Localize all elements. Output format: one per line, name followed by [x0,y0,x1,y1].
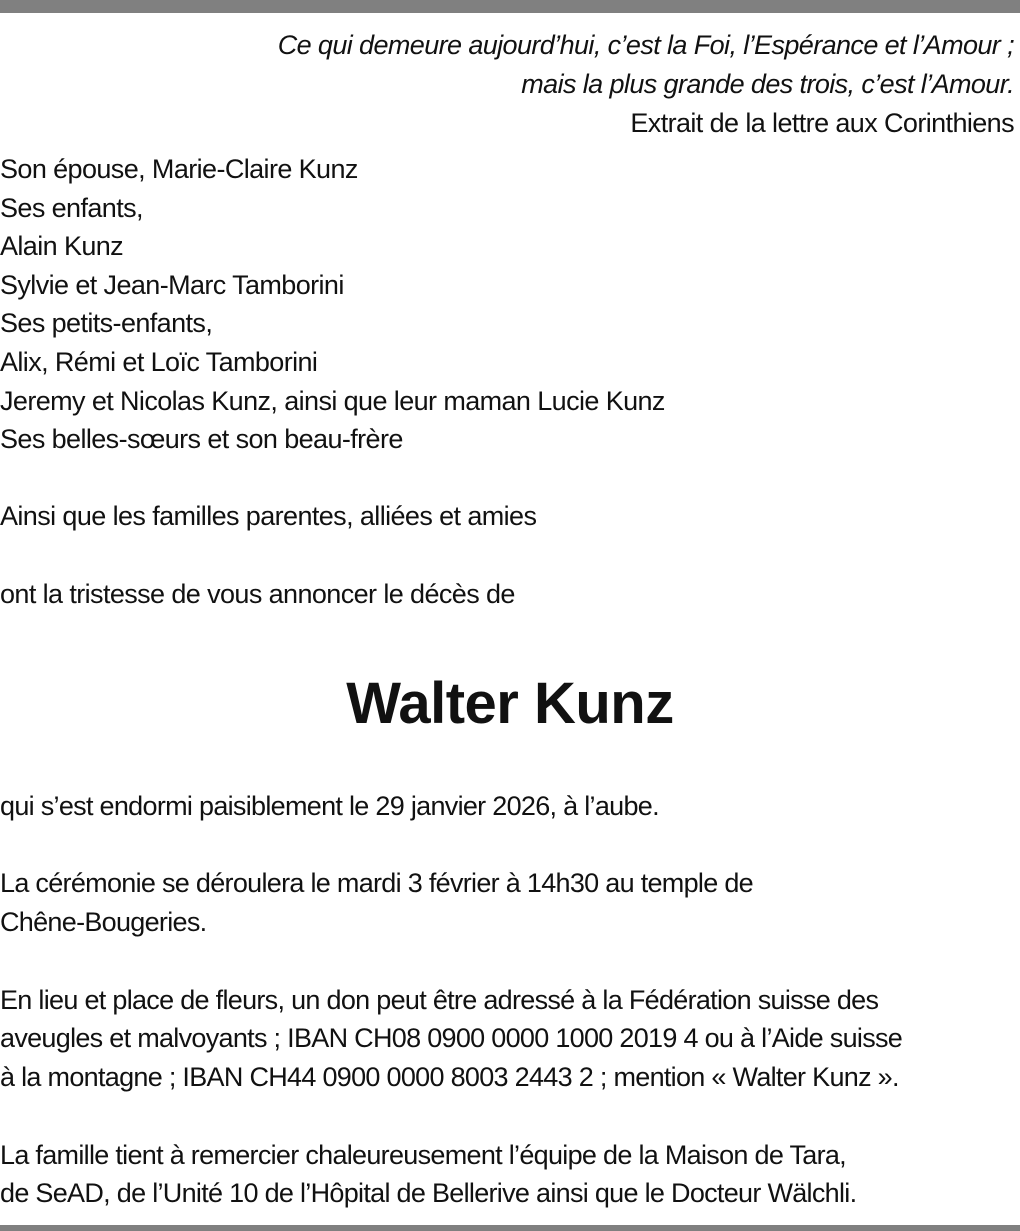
announcement-line: ont la tristesse de vous annoncer le décès de [0,578,515,609]
thanks-line: La famille tient à remercier chaleureusement l’équipe de la Maison de Tara, [0,1139,846,1170]
family-line: Alain Kunz [0,231,124,262]
family-line: Ses belles-sœurs et son beau-frère [0,424,403,455]
epigraph-quote [278,26,1014,143]
spacer [0,1097,1020,1136]
spacer [0,826,1020,865]
epigraph-line-2: mais la plus grande des trois, c’est l’Amour. [521,69,1014,99]
donations-line: En lieu et place de fleurs, un don peut être adressé à la Fédération suisse des [0,984,879,1015]
epigraph-source: Extrait de la lettre aux Corinthiens [630,108,1014,138]
epigraph-line-1: Ce qui demeure aujourd’hui, c’est la Foi, l’Espérance et l’Amour ; [277,30,1014,60]
spacer [0,459,1014,498]
deceased-name: Walter Kunz [346,671,674,736]
top-border-rule [0,0,1020,13]
donations-line: à la montagne ; IBAN CH44 0900 0000 8003 2443 2 ; mention « Walter Kunz ». [0,1062,899,1093]
spacer [0,536,1014,575]
family-line: Alix, Rémi et Loïc Tamborini [0,346,318,377]
family-line: Jeremy et Nicolas Kunz, ainsi que leur maman Lucie Kunz [0,385,665,416]
bottom-border-rule [0,1225,1020,1231]
ceremony-line: Chêne-Bougeries. [0,907,207,938]
relatives-line: Ainsi que les familles parentes, alliées et amies [0,501,537,532]
passing-line: qui s’est endormi paisiblement le 29 janvier 2026, à l’aube. [0,791,659,821]
notice-body [0,787,1020,1213]
thanks-line: de SeAD, de l’Unité 10 de l’Hôpital de Bellerive ainsi que le Docteur Wälchli. [0,1178,857,1209]
ceremony-line: La cérémonie se déroulera le mardi 3 février à 14h30 au temple de [0,868,753,899]
family-line: Ses petits-enfants, [0,308,213,339]
spacer [0,942,1020,981]
family-line: Son épouse, Marie-Claire Kunz [0,154,358,184]
family-list [0,150,1014,613]
family-line: Sylvie et Jean-Marc Tamborini [0,269,344,300]
donations-line: aveugles et malvoyants ; IBAN CH08 0900 0000 1000 2019 4 ou à l’Aide suisse [0,1023,903,1054]
family-line: Ses enfants, [0,192,143,223]
